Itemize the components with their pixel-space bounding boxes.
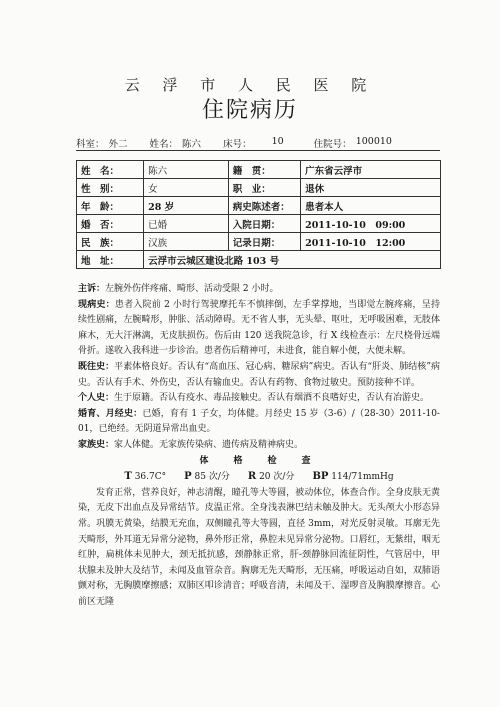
info-value: 广东省云浮市: [301, 161, 441, 179]
info-label: 籍 贯：: [228, 161, 300, 179]
info-label: 职 业：: [228, 179, 300, 197]
vital-pulse: P 85 次/分: [184, 471, 230, 483]
info-row: [77, 233, 441, 251]
address-label: 地 址：: [77, 251, 144, 269]
marital-label: 婚育、月经史：: [78, 408, 143, 419]
info-value: 28 岁: [144, 197, 229, 215]
marital-text: 已婚，育有 1 子女，均体健。月经史 15 岁（3-6）/（28-30）2011-10-01，已绝经。无阴道异常出血史。: [78, 408, 440, 435]
family-label: 家族史：: [78, 439, 115, 450]
info-label: 婚 否：: [77, 215, 144, 233]
bed-label: 床号：: [223, 139, 252, 150]
chief-complaint: [78, 282, 440, 298]
info-value: 汉族: [144, 233, 229, 251]
meta-divider: [76, 150, 440, 151]
record-meta-line: [76, 136, 441, 150]
info-value: 2011-10-10 12:00: [301, 233, 441, 251]
info-value: 女: [144, 179, 229, 197]
admission-no-value: 100010: [355, 136, 392, 147]
admission-no-label: 住院号：: [313, 139, 352, 150]
info-value: 已婚: [144, 215, 229, 233]
info-label: 入院日期：: [228, 215, 300, 233]
info-label: 记录日期：: [228, 233, 300, 251]
info-label: 性 别：: [77, 179, 144, 197]
info-value: 患者本人: [301, 197, 441, 215]
past-history: [78, 360, 440, 391]
info-row: [77, 179, 441, 197]
info-label: 姓 名：: [77, 161, 144, 179]
document-title: 住院病历: [201, 98, 298, 123]
vital-blood-pressure: BP 114/71mmHg: [312, 471, 394, 483]
info-row: [77, 197, 441, 215]
dept-label: 科室：: [76, 139, 105, 150]
present-illness: [78, 298, 440, 360]
info-value: 2011-10-10 09:00: [301, 215, 441, 233]
hospital-name: 云 浮 市 人 民 医 院: [124, 76, 376, 94]
info-row-address: [77, 251, 441, 269]
marital-history: [78, 407, 440, 438]
chief-text: 左腕外伤伴疼痛、畸形、活动受限 2 小时。: [105, 284, 279, 294]
info-row: [77, 161, 441, 179]
chief-label: 主诉：: [78, 284, 106, 294]
address-value: 云浮市云城区建设北路 103 号: [144, 251, 441, 269]
info-label: 年 龄：: [77, 197, 144, 215]
hpi-label: 现病史：: [78, 299, 115, 310]
vital-temperature: T 36.7C°: [124, 471, 167, 483]
info-row: [77, 215, 441, 233]
vital-respiration: R 20 次/分: [247, 471, 295, 483]
info-label: 病史陈述者：: [228, 197, 300, 215]
hpi-text: 患者入院前 2 小时行驾驶摩托车不慎摔倒，左手掌撑地，当即觉左腕疼痛，呈持续性剧痛，左腕畸形，肿胀、活动障碍。无不省人事，无头晕、呕吐，无呼吸困难，无肢体麻木，无大汗淋漓，无皮肤损伤。伤后由 120 送我院急诊，行 X 线检查示：左尺桡骨远端骨折。遂收入我科进一步诊治。患者伤后精神可，未进食，能自解小便，大便未解。: [78, 299, 440, 357]
exam-title: 体 格 检 查: [199, 455, 319, 466]
personal-label: 个人史：: [78, 393, 115, 404]
info-value: 陈六: [144, 161, 229, 179]
name-value: 陈六: [182, 139, 202, 150]
personal-text: 生于原籍。否认有疫水、毒品接触史。否认有烟酒不良嗜好史，否认有冶游史。: [114, 393, 430, 404]
past-text: 平素体格良好。否认有“高血压、冠心病、糖尿病”病史。否认有“肝炎、肺结核”病史。否认有手术、外伤史，否认有输血史。否认有药物、食物过敏史。预防接种不详。: [78, 361, 440, 388]
physical-exam-text: 发育正常，营养良好，神志清醒，瞳孔等大等圆，被动体位，体查合作。全身皮肤无黄染，无皮下出血点及异常结节。皮温正常。全身浅表淋巴结未触及肿大。无头颅大小形态异常。巩膜无黄染，结膜无充血，双侧瞳孔等大等圆，直径 3mm，对光反射灵敏。耳廓无先天畸形，外耳道无异常分泌物，鼻外形正常，鼻腔未见异常分泌物。口唇红，无紫绀，咽无红肿，扁桃体未见肿大，颈无抵抗感，颈静脉正常，肝-颈静脉回流征阴性，气管居中，甲状腺未及肿大及结节，未闻及血管杂音。胸廓无先天畸形，无压痛，呼吸运动自如，双肺语颤对称，无胸膜摩擦感；双肺区叩诊清音；呼吸音清，未闻及干、湿啰音及胸膜摩擦音。心前区无隆: [78, 487, 440, 607]
info-value: 退休: [301, 179, 441, 197]
vitals-line: [78, 469, 440, 486]
patient-info-table: [76, 160, 441, 269]
personal-history: [78, 391, 440, 407]
dept-value: 外二: [108, 139, 128, 150]
info-label: 民 族：: [77, 233, 144, 251]
family-history: [78, 438, 440, 454]
name-label: 姓名：: [149, 139, 179, 150]
bed-value: 10: [271, 136, 284, 147]
family-text: 家人体健。无家族传染病、遗传病及精神病史。: [114, 439, 304, 450]
record-body: [78, 282, 440, 610]
past-label: 既往史：: [78, 361, 115, 372]
